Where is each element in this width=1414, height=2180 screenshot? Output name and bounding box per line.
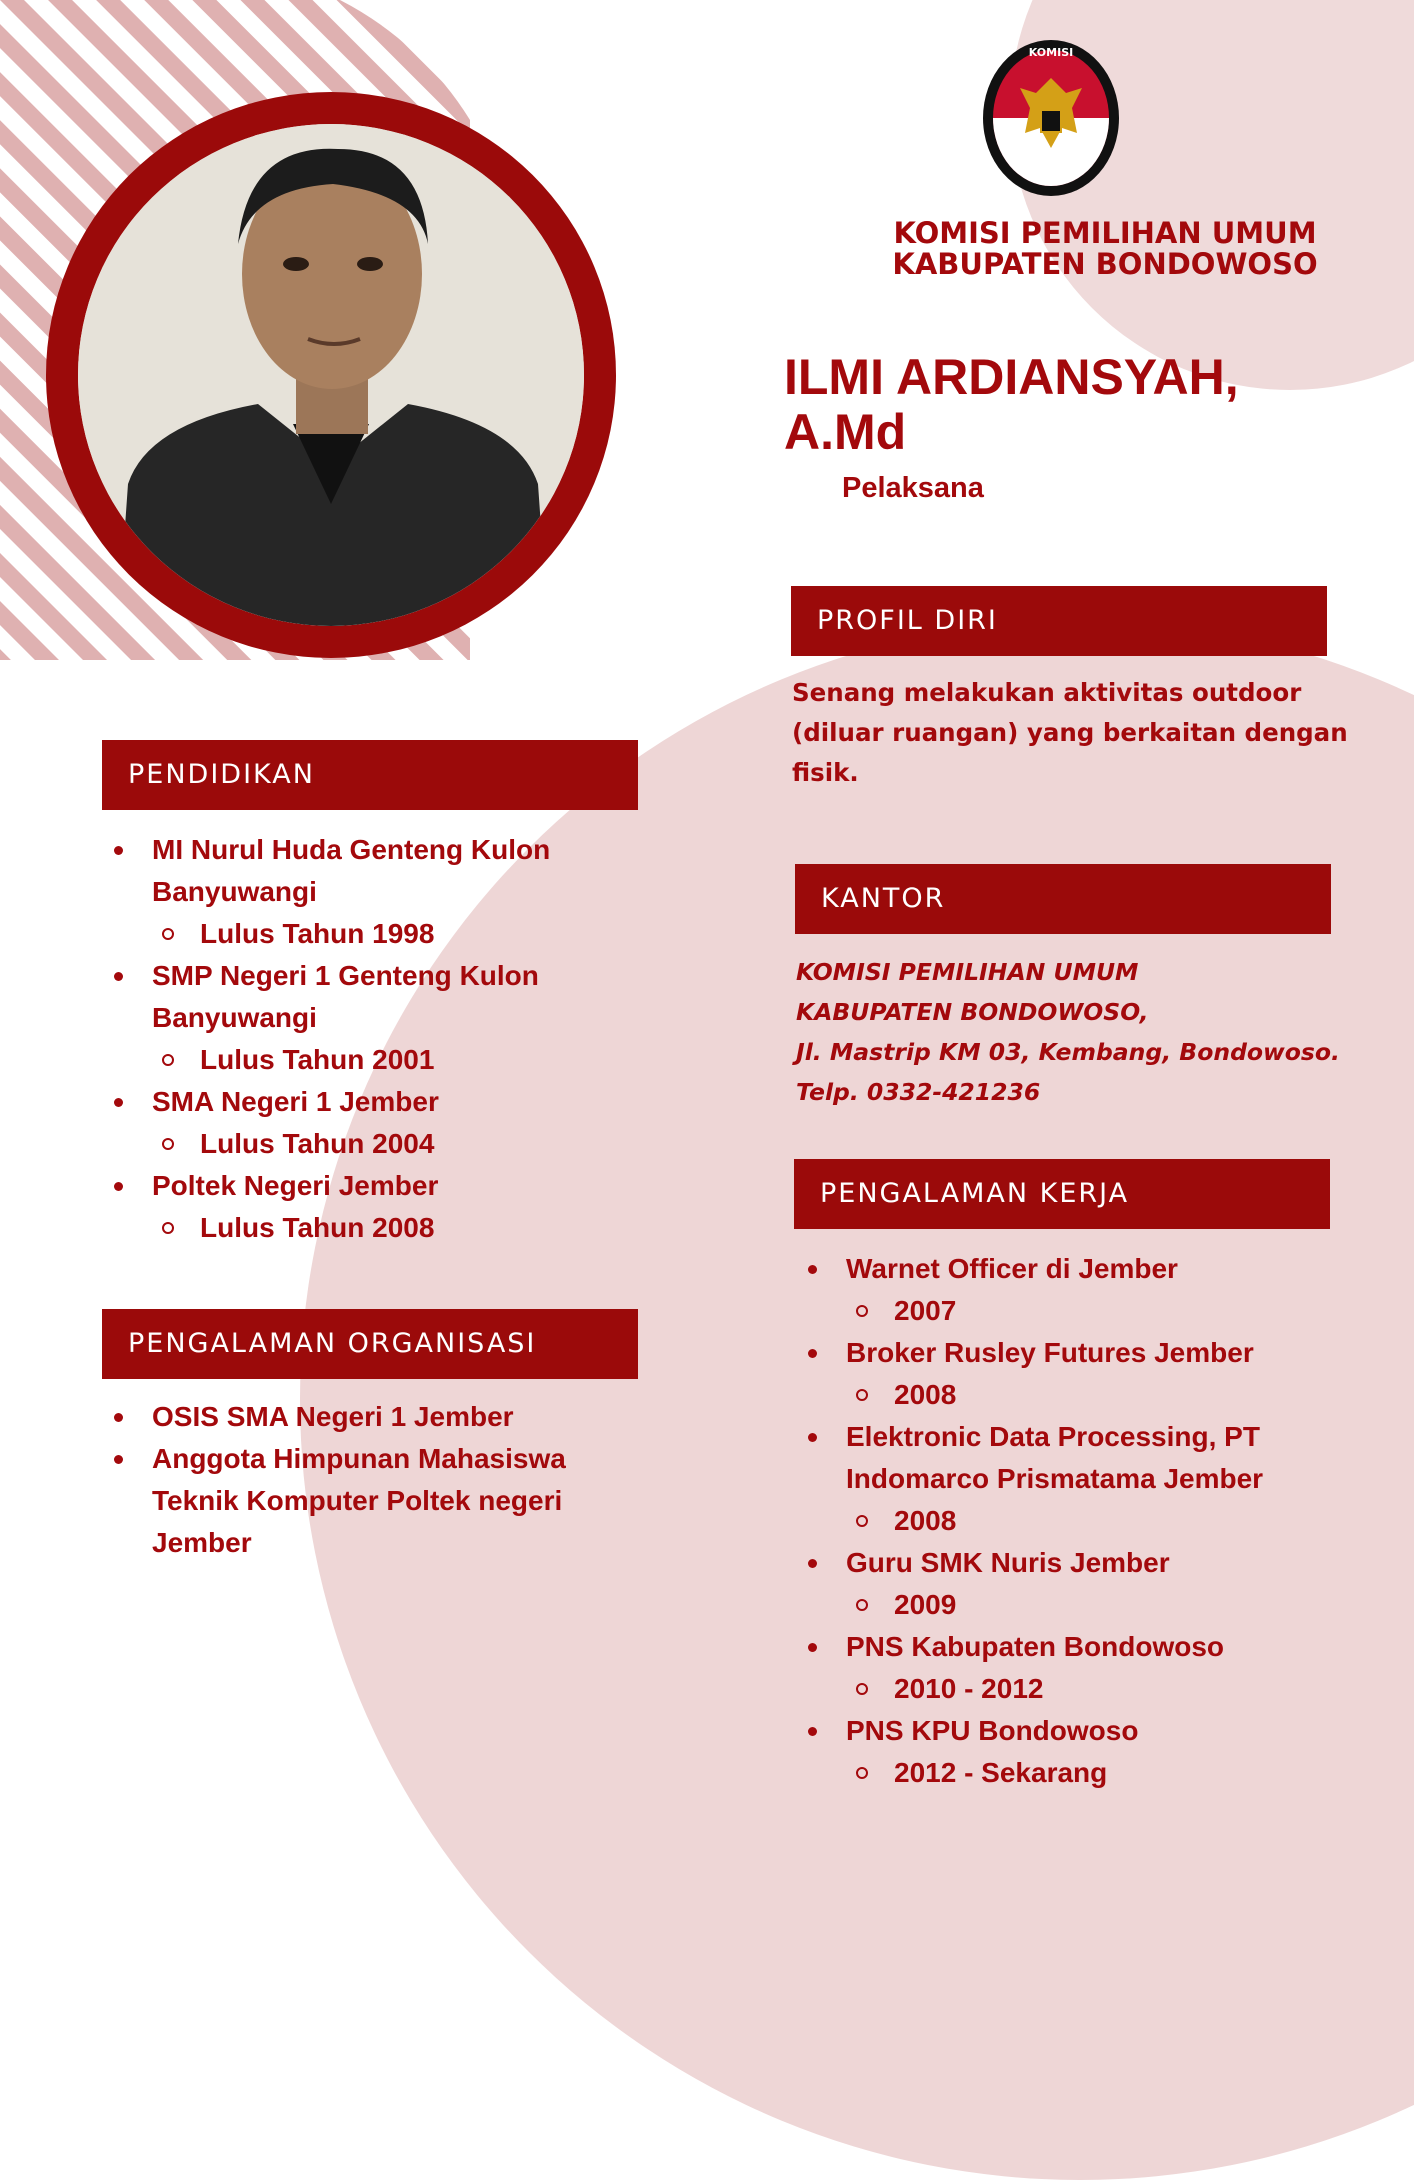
list-subitem: 2009 [796,1584,1356,1626]
list-item: Poltek Negeri Jember [102,1165,662,1207]
bullet-icon [808,1727,817,1736]
bullet-icon [114,1455,123,1464]
bullet-icon [114,846,123,855]
bullet-icon [808,1433,817,1442]
profile-photo [78,124,584,626]
bullet-icon [114,1098,123,1107]
org-name-line2: KABUPATEN BONDOWOSO [892,247,1318,281]
bullet-icon [808,1349,817,1358]
list-subitem: 2008 [796,1500,1356,1542]
bullet-icon [808,1265,817,1274]
kantor-line: Telp. 0332-421236 [796,1078,1041,1106]
list-item: PNS KPU Bondowoso [796,1710,1356,1752]
kantor-line: Jl. Mastrip KM 03, Kembang, Bondowoso. [796,1038,1340,1066]
circle-bullet-icon [856,1599,868,1611]
organisasi-list [102,1396,662,1564]
org-name-line1: KOMISI PEMILIHAN UMUM [893,216,1317,250]
person-name-line1: ILMI ARDIANSYAH, [784,349,1239,405]
profil-line: fisik. [792,758,859,787]
list-item: SMA Negeri 1 Jember [102,1081,662,1123]
list-item: Broker Rusley Futures Jember [796,1332,1356,1374]
circle-bullet-icon [856,1515,868,1527]
circle-bullet-icon [162,1222,174,1234]
list-subitem: Lulus Tahun 1998 [102,913,662,955]
circle-bullet-icon [856,1767,868,1779]
bullet-icon [114,1182,123,1191]
list-subitem: 2007 [796,1290,1356,1332]
list-subitem: 2010 - 2012 [796,1668,1356,1710]
person-role: Pelaksana [842,472,984,504]
list-item: OSIS SMA Negeri 1 Jember [102,1396,662,1438]
kantor-address [796,952,1340,1112]
circle-bullet-icon [856,1305,868,1317]
circle-bullet-icon [162,1054,174,1066]
bullet-icon [808,1559,817,1568]
circle-bullet-icon [162,928,174,940]
list-subitem: Lulus Tahun 2008 [102,1207,662,1249]
list-item: SMP Negeri 1 Genteng Kulon Banyuwangi [102,955,662,1039]
bullet-icon [808,1643,817,1652]
section-header-profil: PROFIL DIRI [791,586,1327,656]
list-item: Anggota Himpunan Mahasiswa Teknik Komputer Poltek negeri Jember [102,1438,662,1564]
list-subitem: Lulus Tahun 2001 [102,1039,662,1081]
list-subitem: Lulus Tahun 2004 [102,1123,662,1165]
person-name-line2: A.Md [784,404,907,460]
circle-bullet-icon [856,1389,868,1401]
list-item: Guru SMK Nuris Jember [796,1542,1356,1584]
profil-line: Senang melakukan aktivitas outdoor [792,678,1302,707]
bullet-icon [114,972,123,981]
circle-bullet-icon [856,1683,868,1695]
list-item: Warnet Officer di Jember [796,1248,1356,1290]
list-item: MI Nurul Huda Genteng Kulon Banyuwangi [102,829,662,913]
profil-text [792,673,1348,793]
list-subitem: 2008 [796,1374,1356,1416]
bullet-icon [114,1413,123,1422]
section-header-organisasi: PENGALAMAN ORGANISASI [102,1309,638,1379]
section-header-pendidikan: PENDIDIKAN [102,740,638,810]
kpu-logo [980,38,1122,198]
kantor-line: KOMISI PEMILIHAN UMUM [796,958,1139,986]
organization-name [710,218,1414,280]
section-header-kerja: PENGALAMAN KERJA [794,1159,1330,1229]
kantor-line: KABUPATEN BONDOWOSO, [796,998,1149,1026]
section-header-kantor: KANTOR [795,864,1331,934]
circle-bullet-icon [162,1138,174,1150]
list-subitem: 2012 - Sekarang [796,1752,1356,1794]
svg-text:KOMISI: KOMISI [1028,46,1074,59]
kerja-list [796,1248,1356,1794]
list-item: Elektronic Data Processing, PT Indomarco Prismatama Jember [796,1416,1356,1500]
person-name [784,350,1239,460]
list-item: PNS Kabupaten Bondowoso [796,1626,1356,1668]
pendidikan-list [102,829,662,1249]
profil-line: (diluar ruangan) yang berkaitan dengan [792,718,1348,747]
